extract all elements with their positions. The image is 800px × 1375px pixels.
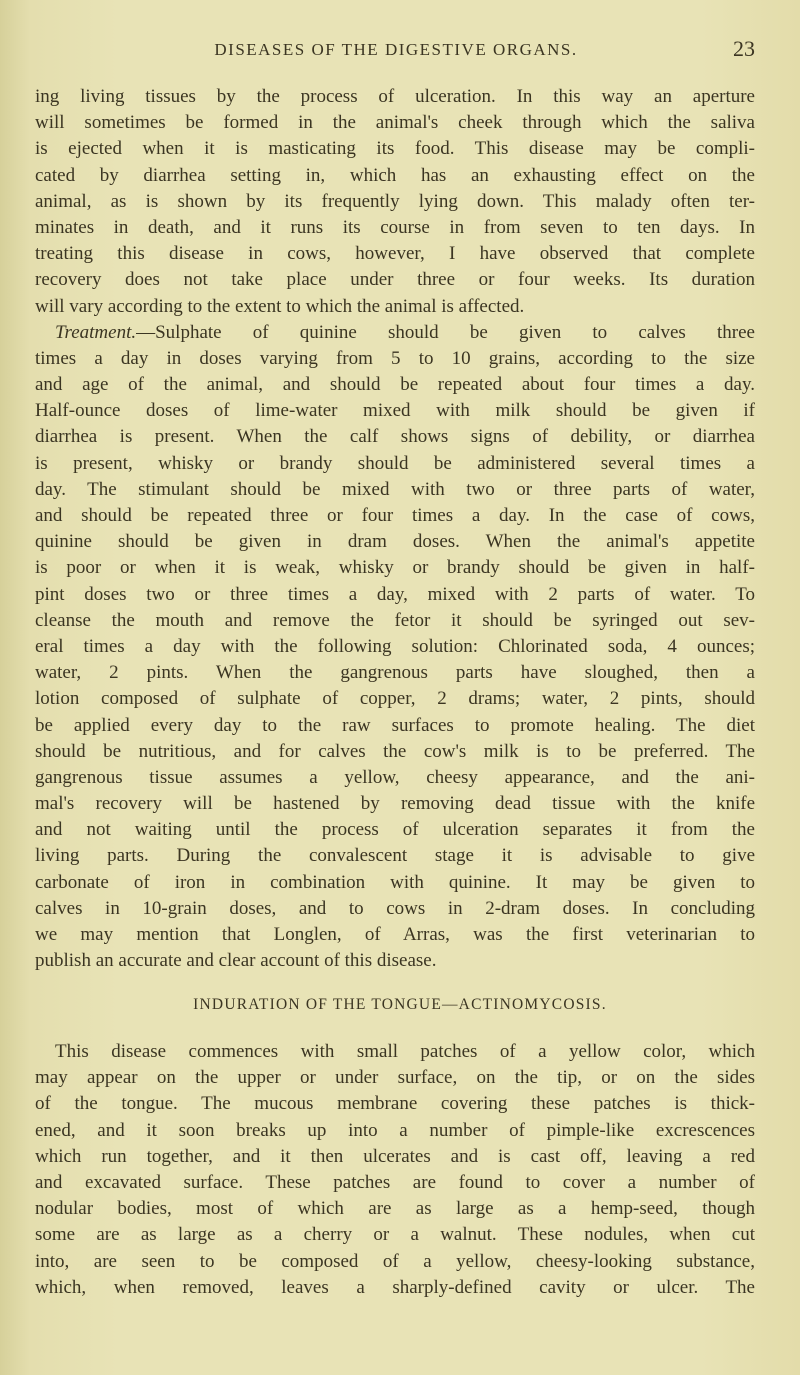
text-line: Half-ounce doses of lime-water mixed with milk should be given if <box>35 400 755 422</box>
text-line: and not waiting until the process of ulceration separates it from the <box>35 819 755 841</box>
text-line: which, when removed, leaves a sharply-defined cavity or ulcer. The <box>35 1276 755 1298</box>
text-line: is present, whisky or brandy should be administered several times a <box>35 452 755 474</box>
text-line: animal, as is shown by its frequently lying down. This malady often ter- <box>35 190 755 212</box>
text-line: quinine should be given in dram doses. When the animal's appetite <box>35 531 755 553</box>
text-line: times a day in doses varying from 5 to 10 grains, according to the size <box>35 347 755 369</box>
text-line: is poor or when it is weak, whisky or brandy should be given in half- <box>35 557 755 579</box>
text-line: carbonate of iron in combination with quinine. It may be given to <box>35 871 755 893</box>
running-title: DISEASES OF THE DIGESTIVE ORGANS. <box>214 40 578 59</box>
text-line: mal's recovery will be hastened by removing dead tissue with the knife <box>35 793 755 815</box>
text-line <box>35 320 755 346</box>
text-line: publish an accurate and clear account of this disease. <box>35 950 437 972</box>
text-line: and should be repeated three or four times a day. In the case of cows, <box>35 505 755 526</box>
text-line: ing living tissues by the process of ulceration. In this way an aperture <box>35 86 755 107</box>
text-line: may appear on the upper or under surface, on the tip, or on the sides <box>35 1067 755 1089</box>
text-line: lotion composed of sulphate of copper, 2 drams; water, 2 pints, should <box>35 688 755 710</box>
text-line: will vary according to the extent to which the animal is affected. <box>35 295 525 317</box>
text-line: minates in death, and it runs its course in from seven to ten days. In <box>35 216 755 238</box>
text-line: recovery does not take place under three or four weeks. Its duration <box>35 269 755 291</box>
text-line: eral times a day with the following solution: Chlorinated soda, 4 ounces; <box>35 635 755 657</box>
text-line: of the tongue. The mucous membrane covering these patches is thick- <box>35 1093 755 1115</box>
body-text-bottom <box>35 1039 755 1301</box>
text-line: diarrhea is present. When the calf shows signs of debility, or diarrhea <box>35 426 755 448</box>
text-line: water, 2 pints. When the gangrenous parts have sloughed, then a <box>35 662 755 684</box>
body-text-top <box>35 84 755 974</box>
text-line: cleanse the mouth and remove the fetor it should be syringed out sev- <box>35 609 755 631</box>
treatment-lead: Treatment. <box>55 321 137 343</box>
text-line: be applied every day to the raw surfaces to promote healing. The diet <box>35 714 755 736</box>
text-line: treating this disease in cows, however, I have observed that complete <box>35 243 755 265</box>
text-line: nodular bodies, most of which are as large as a hemp-seed, though <box>35 1198 755 1220</box>
text-line: ened, and it soon breaks up into a number of pimple-like excrescences <box>35 1119 755 1141</box>
text-line: This disease commences with small patches of a yellow color, which <box>55 1041 755 1062</box>
page-number: 23 <box>733 36 755 61</box>
running-header <box>37 36 755 64</box>
text-line: which run together, and it then ulcerates and is cast off, leaving a red <box>35 1145 755 1167</box>
text-line: some are as large as a cherry or a walnut. These nodules, when cut <box>35 1224 755 1246</box>
text-line: we may mention that Longlen, of Arras, was the first veterinarian to <box>35 924 755 945</box>
text-line: into, are seen to be composed of a yellow, cheesy-looking substance, <box>35 1250 755 1272</box>
text-line: living parts. During the convalescent stage it is advisable to give <box>35 845 755 867</box>
text-line: is ejected when it is masticating its food. This disease may be compli- <box>35 138 755 160</box>
text-line: gangrenous tissue assumes a yellow, cheesy appearance, and the ani- <box>35 766 755 788</box>
text-line: and excavated surface. These patches are found to cover a number of <box>35 1171 755 1193</box>
text-line: should be nutritious, and for calves the cow's milk is to be preferred. The <box>35 740 755 762</box>
text-line: day. The stimulant should be mixed with two or three parts of water, <box>35 478 755 500</box>
text-line-content: —Sulphate of quinine should be given to calves three <box>136 321 755 343</box>
text-line: calves in 10-grain doses, and to cows in 2-dram doses. In concluding <box>35 897 755 919</box>
text-line: cated by diarrhea setting in, which has an exhausting effect on the <box>35 164 755 186</box>
text-line: will sometimes be formed in the animal's cheek through which the saliva <box>35 112 755 134</box>
section-heading: INDURATION OF THE TONGUE—ACTINOMYCOSIS. <box>193 996 607 1013</box>
text-line: pint doses two or three times a day, mixed with 2 parts of water. To <box>35 583 755 605</box>
text-line: and age of the animal, and should be repeated about four times a day. <box>35 374 755 396</box>
